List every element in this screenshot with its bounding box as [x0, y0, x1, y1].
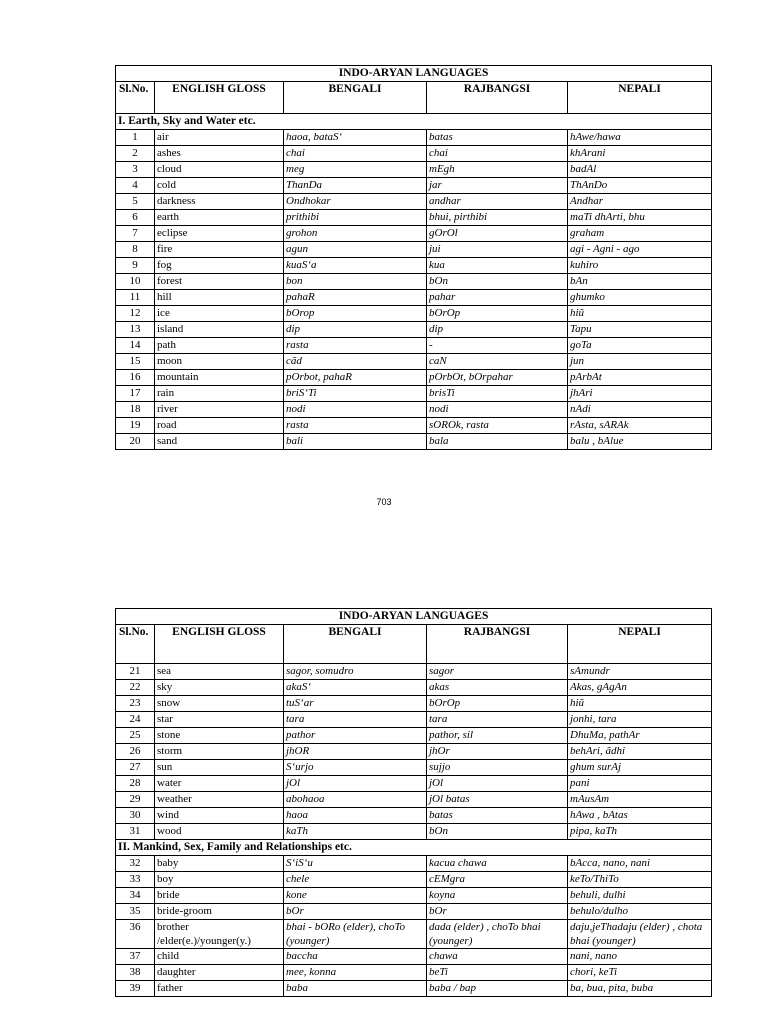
cell-english-gloss: brother /elder(e.)/younger(y.): [155, 920, 284, 949]
cell-nepali: pArbAt: [568, 370, 712, 386]
table-row: [116, 322, 712, 338]
cell-english-gloss: hill: [155, 290, 284, 306]
cell-nepali: bAn: [568, 274, 712, 290]
table-row: [116, 290, 712, 306]
cell-nepali: jhAri: [568, 386, 712, 402]
cell-sl-no: 8: [116, 242, 155, 258]
cell-rajbangsi: jhOr: [427, 744, 568, 760]
cell-english-gloss: road: [155, 418, 284, 434]
cell-rajbangsi: dip: [427, 322, 568, 338]
table-row: [116, 146, 712, 162]
table-row: [116, 418, 712, 434]
cell-english-gloss: father: [155, 981, 284, 997]
cell-english-gloss: air: [155, 130, 284, 146]
cell-rajbangsi: dada (elder) , choTo bhai (younger): [427, 920, 568, 949]
cell-bengali: bhai - bORo (elder), choTo (younger): [284, 920, 427, 949]
vocabulary-table-2-body-section-2: [116, 856, 712, 997]
cell-english-gloss: wind: [155, 808, 284, 824]
cell-nepali: khArani: [568, 146, 712, 162]
cell-rajbangsi: bOrOp: [427, 696, 568, 712]
cell-nepali: daju,jeThadaju (elder) , chota bhai (younger): [568, 920, 712, 949]
cell-sl-no: 21: [116, 664, 155, 680]
vocabulary-table-1-body: [116, 66, 712, 450]
cell-rajbangsi: kua: [427, 258, 568, 274]
table-row: [116, 274, 712, 290]
cell-english-gloss: bride-groom: [155, 904, 284, 920]
vocabulary-table-2: [115, 608, 712, 997]
cell-english-gloss: forest: [155, 274, 284, 290]
table-row: [116, 242, 712, 258]
cell-nepali: ThAnDo: [568, 178, 712, 194]
cell-bengali: rasta: [284, 418, 427, 434]
cell-rajbangsi: sOROk, rasta: [427, 418, 568, 434]
cell-nepali: agi - Agni - ago: [568, 242, 712, 258]
cell-english-gloss: path: [155, 338, 284, 354]
cell-bengali: tuS‘ar: [284, 696, 427, 712]
cell-rajbangsi: jOl: [427, 776, 568, 792]
cell-rajbangsi: bhui, pirthibi: [427, 210, 568, 226]
cell-nepali: balu , bAlue: [568, 434, 712, 450]
cell-rajbangsi: jOl batas: [427, 792, 568, 808]
cell-nepali: ghumko: [568, 290, 712, 306]
cell-rajbangsi: baba / bap: [427, 981, 568, 997]
header-english-gloss: ENGLISH GLOSS: [155, 625, 284, 664]
cell-english-gloss: ashes: [155, 146, 284, 162]
table-row: [116, 306, 712, 322]
table-row: [116, 888, 712, 904]
cell-english-gloss: boy: [155, 872, 284, 888]
cell-english-gloss: baby: [155, 856, 284, 872]
cell-rajbangsi: beTi: [427, 965, 568, 981]
cell-sl-no: 2: [116, 146, 155, 162]
cell-rajbangsi: jar: [427, 178, 568, 194]
cell-nepali: jonhi, tara: [568, 712, 712, 728]
cell-sl-no: 20: [116, 434, 155, 450]
cell-rajbangsi: -: [427, 338, 568, 354]
table-row: [116, 760, 712, 776]
cell-bengali: ThanDa: [284, 178, 427, 194]
page-number: 703: [376, 497, 392, 507]
header-nepali: NEPALI: [568, 625, 712, 664]
table-header-row: [116, 82, 712, 114]
table-row: [116, 856, 712, 872]
cell-nepali: Andhar: [568, 194, 712, 210]
table-title: INDO-ARYAN LANGUAGES: [116, 609, 712, 625]
cell-sl-no: 33: [116, 872, 155, 888]
table-row: [116, 664, 712, 680]
table-row: [116, 712, 712, 728]
cell-nepali: keTo/ThiTo: [568, 872, 712, 888]
cell-sl-no: 7: [116, 226, 155, 242]
cell-bengali: grohon: [284, 226, 427, 242]
cell-english-gloss: mountain: [155, 370, 284, 386]
cell-nepali: Akas, gAgAn: [568, 680, 712, 696]
cell-rajbangsi: bOr: [427, 904, 568, 920]
cell-sl-no: 32: [116, 856, 155, 872]
cell-rajbangsi: batas: [427, 130, 568, 146]
cell-bengali: rasta: [284, 338, 427, 354]
cell-english-gloss: cold: [155, 178, 284, 194]
table-row: [116, 949, 712, 965]
cell-bengali: abohaoa: [284, 792, 427, 808]
table-row: [116, 354, 712, 370]
cell-sl-no: 27: [116, 760, 155, 776]
header-nepali: NEPALI: [568, 82, 712, 114]
cell-nepali: hAwe/hawa: [568, 130, 712, 146]
header-bengali: BENGALI: [284, 82, 427, 114]
cell-sl-no: 12: [116, 306, 155, 322]
table-row: [116, 162, 712, 178]
cell-sl-no: 13: [116, 322, 155, 338]
table-row: [116, 130, 712, 146]
cell-rajbangsi: pahar: [427, 290, 568, 306]
table-row: [116, 226, 712, 242]
cell-rajbangsi: gOrOl: [427, 226, 568, 242]
table-row: [116, 808, 712, 824]
cell-rajbangsi: sagor: [427, 664, 568, 680]
cell-sl-no: 19: [116, 418, 155, 434]
cell-bengali: pahaR: [284, 290, 427, 306]
cell-rajbangsi: andhar: [427, 194, 568, 210]
cell-sl-no: 30: [116, 808, 155, 824]
cell-bengali: briS‘Ti: [284, 386, 427, 402]
cell-rajbangsi: cEMgra: [427, 872, 568, 888]
cell-rajbangsi: batas: [427, 808, 568, 824]
cell-bengali: baba: [284, 981, 427, 997]
table-row: [116, 370, 712, 386]
table-row: [116, 981, 712, 997]
cell-rajbangsi: tara: [427, 712, 568, 728]
vocabulary-table-2-body: [116, 609, 712, 840]
cell-bengali: sagor, somudro: [284, 664, 427, 680]
cell-nepali: pani: [568, 776, 712, 792]
table-row: [116, 965, 712, 981]
cell-bengali: dip: [284, 322, 427, 338]
cell-bengali: jOl: [284, 776, 427, 792]
cell-rajbangsi: sujjo: [427, 760, 568, 776]
header-rajbangsi: RAJBANGSI: [427, 82, 568, 114]
cell-rajbangsi: nodi: [427, 402, 568, 418]
cell-english-gloss: river: [155, 402, 284, 418]
cell-english-gloss: water: [155, 776, 284, 792]
cell-bengali: S‘urjo: [284, 760, 427, 776]
table-row: [116, 696, 712, 712]
cell-nepali: DhuMa, pathAr: [568, 728, 712, 744]
section-heading: I. Earth, Sky and Water etc.: [116, 114, 712, 130]
cell-nepali: behAri, ãdhi: [568, 744, 712, 760]
cell-rajbangsi: bOn: [427, 824, 568, 840]
vocabulary-table-1: [115, 65, 712, 450]
cell-bengali: kone: [284, 888, 427, 904]
table-row: [116, 210, 712, 226]
cell-bengali: mee, konna: [284, 965, 427, 981]
cell-nepali: behuli, dulhi: [568, 888, 712, 904]
cell-english-gloss: daughter: [155, 965, 284, 981]
table-row: [116, 258, 712, 274]
cell-bengali: prithibi: [284, 210, 427, 226]
cell-sl-no: 11: [116, 290, 155, 306]
cell-sl-no: 24: [116, 712, 155, 728]
cell-nepali: nani, nano: [568, 949, 712, 965]
cell-nepali: Tapu: [568, 322, 712, 338]
cell-bengali: bali: [284, 434, 427, 450]
cell-english-gloss: eclipse: [155, 226, 284, 242]
table-title-row: [116, 66, 712, 82]
cell-bengali: bOrop: [284, 306, 427, 322]
cell-bengali: S‘iS‘u: [284, 856, 427, 872]
table-title-row: [116, 609, 712, 625]
cell-english-gloss: fire: [155, 242, 284, 258]
cell-sl-no: 26: [116, 744, 155, 760]
cell-bengali: haoa: [284, 808, 427, 824]
table-title: INDO-ARYAN LANGUAGES: [116, 66, 712, 82]
cell-bengali: pOrbot, pahaR: [284, 370, 427, 386]
cell-nepali: kuhiro: [568, 258, 712, 274]
cell-english-gloss: sky: [155, 680, 284, 696]
header-sl-no: Sl.No.: [116, 82, 155, 114]
cell-bengali: tara: [284, 712, 427, 728]
cell-sl-no: 37: [116, 949, 155, 965]
cell-nepali: ba, bua, pita, buba: [568, 981, 712, 997]
cell-sl-no: 3: [116, 162, 155, 178]
table-row: [116, 792, 712, 808]
cell-sl-no: 28: [116, 776, 155, 792]
cell-bengali: kuaS‘a: [284, 258, 427, 274]
header-english-gloss: ENGLISH GLOSS: [155, 82, 284, 114]
cell-rajbangsi: pathor, sil: [427, 728, 568, 744]
cell-rajbangsi: bala: [427, 434, 568, 450]
cell-nepali: goTa: [568, 338, 712, 354]
cell-sl-no: 1: [116, 130, 155, 146]
table-row: [116, 776, 712, 792]
cell-nepali: hiũ: [568, 696, 712, 712]
cell-bengali: bOr: [284, 904, 427, 920]
cell-sl-no: 22: [116, 680, 155, 696]
cell-bengali: nodi: [284, 402, 427, 418]
section-heading-row: [116, 114, 712, 130]
cell-rajbangsi: caN: [427, 354, 568, 370]
cell-nepali: graham: [568, 226, 712, 242]
cell-rajbangsi: brisTi: [427, 386, 568, 402]
cell-sl-no: 17: [116, 386, 155, 402]
table-row: [116, 434, 712, 450]
cell-english-gloss: rain: [155, 386, 284, 402]
cell-english-gloss: ice: [155, 306, 284, 322]
cell-english-gloss: star: [155, 712, 284, 728]
cell-bengali: meg: [284, 162, 427, 178]
cell-bengali: chai: [284, 146, 427, 162]
cell-sl-no: 6: [116, 210, 155, 226]
cell-english-gloss: moon: [155, 354, 284, 370]
cell-english-gloss: stone: [155, 728, 284, 744]
cell-english-gloss: bride: [155, 888, 284, 904]
cell-bengali: baccha: [284, 949, 427, 965]
section-2-heading-group: [116, 840, 712, 856]
cell-rajbangsi: chai: [427, 146, 568, 162]
table-row: [116, 402, 712, 418]
table-row: [116, 904, 712, 920]
table-row: [116, 338, 712, 354]
cell-nepali: jun: [568, 354, 712, 370]
cell-rajbangsi: pOrbOt, bOrpahar: [427, 370, 568, 386]
cell-nepali: hAwa , bAtas: [568, 808, 712, 824]
cell-bengali: pathor: [284, 728, 427, 744]
cell-english-gloss: sea: [155, 664, 284, 680]
table-header-row: [116, 625, 712, 664]
section-heading: II. Mankind, Sex, Family and Relationships etc.: [116, 840, 712, 856]
cell-english-gloss: storm: [155, 744, 284, 760]
cell-sl-no: 5: [116, 194, 155, 210]
cell-bengali: agun: [284, 242, 427, 258]
cell-english-gloss: child: [155, 949, 284, 965]
cell-nepali: nAdi: [568, 402, 712, 418]
cell-english-gloss: earth: [155, 210, 284, 226]
table-row: [116, 680, 712, 696]
cell-english-gloss: fog: [155, 258, 284, 274]
cell-bengali: jhOR: [284, 744, 427, 760]
cell-nepali: mAusAm: [568, 792, 712, 808]
table-row: [116, 178, 712, 194]
cell-bengali: Ondhokar: [284, 194, 427, 210]
cell-english-gloss: wood: [155, 824, 284, 840]
cell-sl-no: 34: [116, 888, 155, 904]
header-rajbangsi: RAJBANGSI: [427, 625, 568, 664]
cell-rajbangsi: kacua chawa: [427, 856, 568, 872]
cell-sl-no: 10: [116, 274, 155, 290]
cell-rajbangsi: bOn: [427, 274, 568, 290]
cell-sl-no: 23: [116, 696, 155, 712]
table-row: [116, 386, 712, 402]
cell-nepali: rAsta, sARAk: [568, 418, 712, 434]
cell-bengali: cãd: [284, 354, 427, 370]
cell-sl-no: 36: [116, 920, 155, 949]
cell-english-gloss: weather: [155, 792, 284, 808]
cell-bengali: kaTh: [284, 824, 427, 840]
cell-english-gloss: cloud: [155, 162, 284, 178]
cell-english-gloss: darkness: [155, 194, 284, 210]
cell-sl-no: 29: [116, 792, 155, 808]
cell-sl-no: 15: [116, 354, 155, 370]
cell-sl-no: 9: [116, 258, 155, 274]
cell-bengali: chele: [284, 872, 427, 888]
table-row: [116, 824, 712, 840]
cell-sl-no: 16: [116, 370, 155, 386]
cell-sl-no: 39: [116, 981, 155, 997]
cell-nepali: behulo/dulho: [568, 904, 712, 920]
cell-rajbangsi: chawa: [427, 949, 568, 965]
table-row: [116, 744, 712, 760]
cell-english-gloss: snow: [155, 696, 284, 712]
cell-sl-no: 31: [116, 824, 155, 840]
cell-rajbangsi: jui: [427, 242, 568, 258]
cell-nepali: chori, keTi: [568, 965, 712, 981]
cell-sl-no: 18: [116, 402, 155, 418]
cell-nepali: sAmundr: [568, 664, 712, 680]
table-row: [116, 920, 712, 949]
cell-bengali: haoa, bataS‘: [284, 130, 427, 146]
cell-rajbangsi: bOrOp: [427, 306, 568, 322]
table-row: [116, 194, 712, 210]
cell-english-gloss: sun: [155, 760, 284, 776]
section-heading-row: [116, 840, 712, 856]
cell-bengali: akaS‘: [284, 680, 427, 696]
header-sl-no: Sl.No.: [116, 625, 155, 664]
cell-sl-no: 38: [116, 965, 155, 981]
cell-sl-no: 35: [116, 904, 155, 920]
cell-rajbangsi: akas: [427, 680, 568, 696]
cell-nepali: badAl: [568, 162, 712, 178]
cell-sl-no: 14: [116, 338, 155, 354]
cell-rajbangsi: koyna: [427, 888, 568, 904]
cell-english-gloss: island: [155, 322, 284, 338]
cell-sl-no: 25: [116, 728, 155, 744]
cell-nepali: bAcca, nano, nani: [568, 856, 712, 872]
cell-nepali: maTi dhArti, bhu: [568, 210, 712, 226]
cell-nepali: ghum surAj: [568, 760, 712, 776]
cell-english-gloss: sand: [155, 434, 284, 450]
cell-nepali: pipa, kaTh: [568, 824, 712, 840]
table-row: [116, 728, 712, 744]
cell-nepali: hiũ: [568, 306, 712, 322]
cell-bengali: bon: [284, 274, 427, 290]
cell-rajbangsi: mEgh: [427, 162, 568, 178]
header-bengali: BENGALI: [284, 625, 427, 664]
table-row: [116, 872, 712, 888]
cell-sl-no: 4: [116, 178, 155, 194]
